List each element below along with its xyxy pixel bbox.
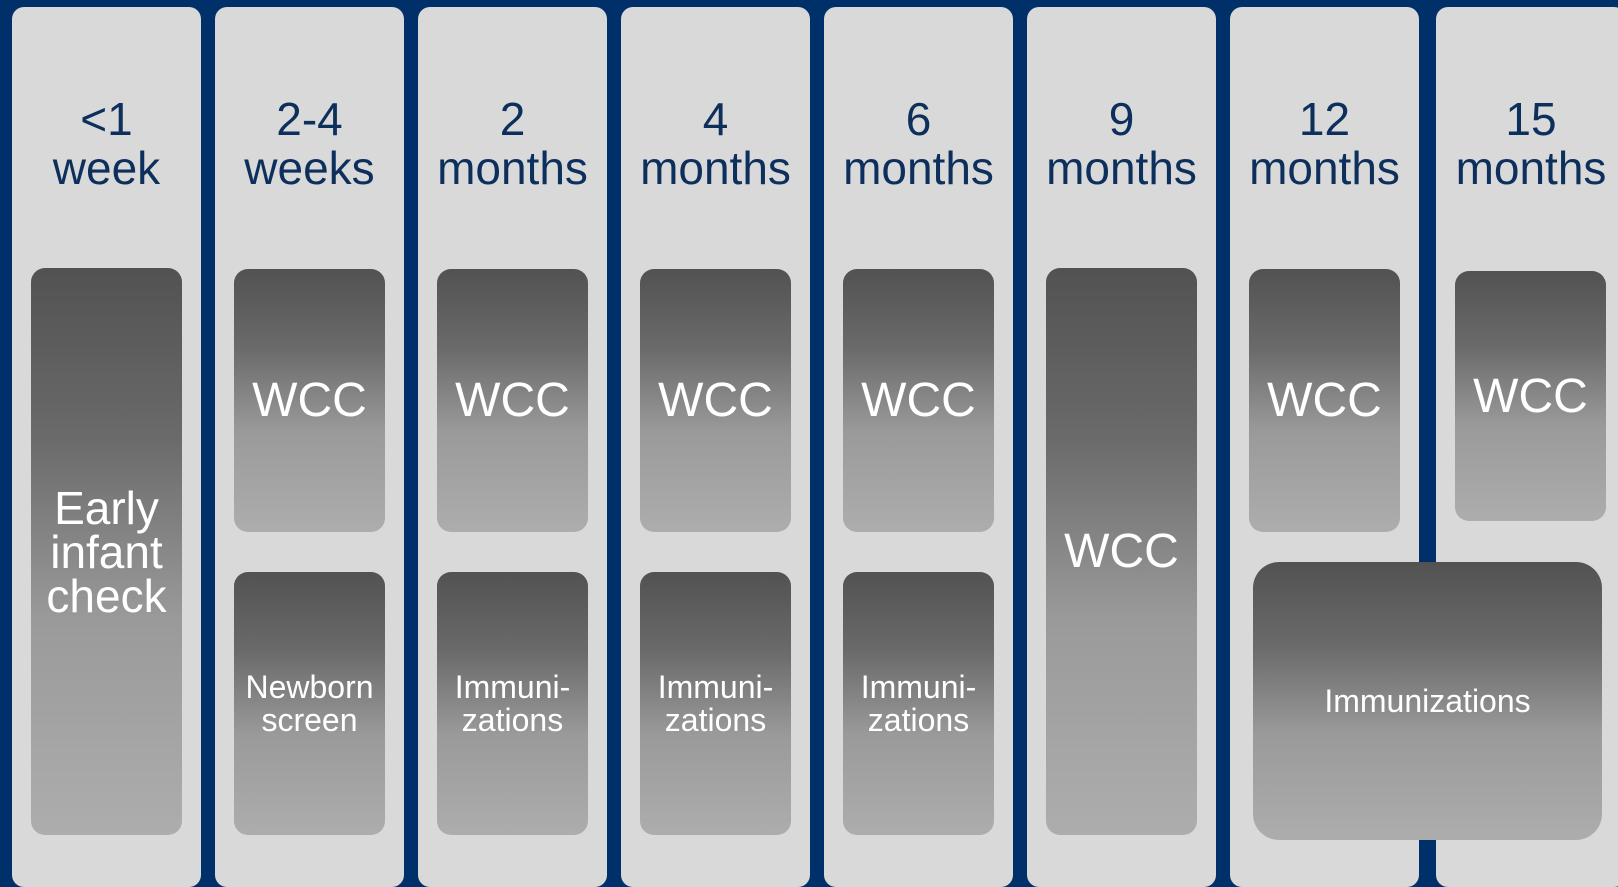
immunizations-box bbox=[640, 572, 791, 835]
wcc-box bbox=[437, 269, 588, 532]
box-label: WCC bbox=[252, 374, 367, 427]
wcc-box bbox=[1249, 269, 1400, 532]
box-label: Immunizations bbox=[1324, 682, 1531, 719]
column-title: <1 week bbox=[52, 93, 161, 194]
immunizations-box bbox=[843, 572, 994, 835]
wcc-box bbox=[843, 269, 994, 532]
wcc-box bbox=[234, 269, 385, 532]
wcc-box bbox=[1046, 268, 1197, 835]
box-label: WCC bbox=[455, 374, 570, 427]
immunizations-span-box bbox=[1253, 562, 1602, 840]
box-label: Immuni- zations bbox=[860, 668, 977, 738]
box-label: WCC bbox=[1064, 525, 1179, 578]
column-title: 9 months bbox=[1046, 93, 1197, 194]
newborn-screen-box bbox=[234, 572, 385, 835]
column-title: 6 months bbox=[843, 93, 994, 194]
column-title: 15 months bbox=[1455, 93, 1607, 194]
column-title: 2-4 weeks bbox=[244, 93, 375, 194]
wcc-box bbox=[640, 269, 791, 532]
box-label: WCC bbox=[1267, 374, 1382, 427]
column-title: 12 months bbox=[1249, 93, 1400, 194]
immunizations-box bbox=[437, 572, 588, 835]
box-label: Immuni- zations bbox=[657, 668, 774, 738]
early-infant-check-box bbox=[31, 268, 182, 835]
box-label: Immuni- zations bbox=[454, 668, 571, 738]
box-label: WCC bbox=[1473, 369, 1588, 423]
column-title: 4 months bbox=[640, 93, 791, 194]
column-title: 2 months bbox=[437, 93, 588, 194]
box-label: Newborn screen bbox=[245, 668, 374, 738]
box-label: WCC bbox=[861, 374, 976, 427]
box-label: WCC bbox=[658, 374, 773, 427]
box-label: Early infant check bbox=[46, 481, 167, 622]
wcc-box bbox=[1455, 271, 1606, 521]
